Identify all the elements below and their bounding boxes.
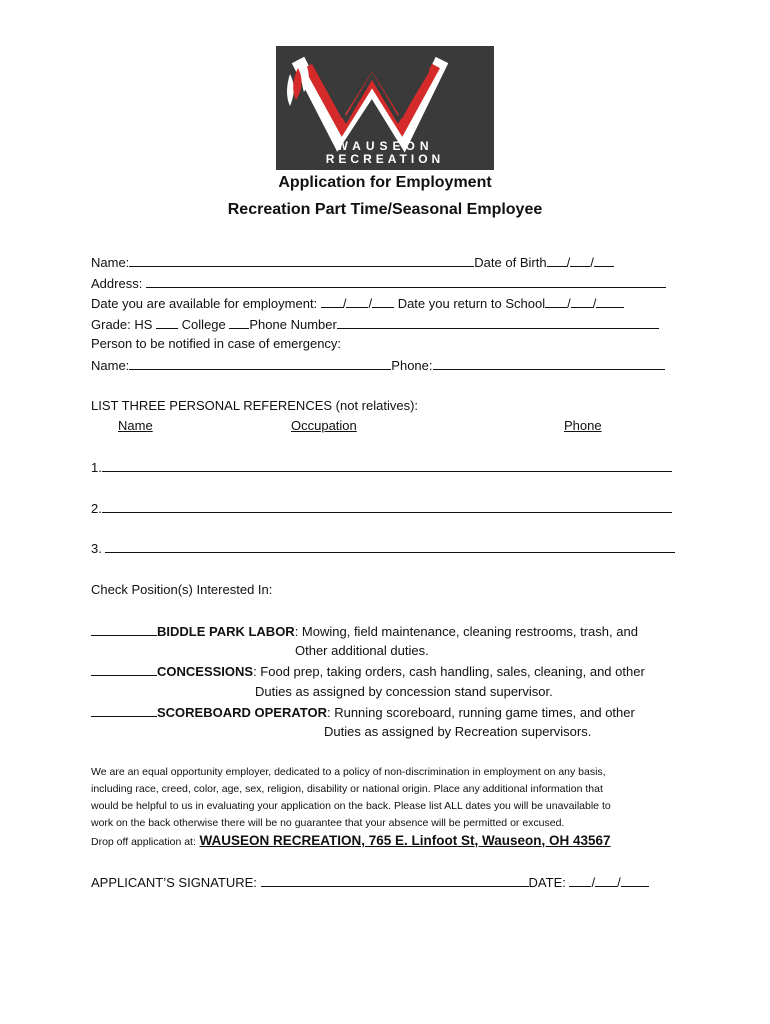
signature-label: APPLICANT’S SIGNATURE: xyxy=(91,875,257,890)
dob-label: Date of Birth xyxy=(474,255,547,270)
name-row: Name: Date of Birth / / xyxy=(91,254,614,270)
references-col-occupation: Occupation xyxy=(291,418,357,433)
page-subtitle: Recreation Part Time/Seasonal Employee xyxy=(227,201,543,218)
position-checkbox-concessions[interactable] xyxy=(91,663,157,676)
dob-year-field[interactable] xyxy=(594,254,614,267)
positions-heading: Check Position(s) Interested In: xyxy=(91,582,273,597)
address-row xyxy=(91,275,666,291)
position-desc-continued: Duties as assigned by concession stand supervisor. xyxy=(255,684,553,699)
dob-month-field[interactable] xyxy=(547,254,567,267)
notice-line: would be helpful to us in evaluating your application on the back. Please list ALL dates you will be unavailable to xyxy=(91,800,611,812)
position-desc: : Running scoreboard, running game times, and other xyxy=(326,705,635,720)
references-heading: LIST THREE PERSONAL REFERENCES (not relatives): xyxy=(91,398,419,413)
return-school-label: Date you return to School xyxy=(397,296,546,311)
position-title: SCOREBOARD OPERATOR xyxy=(157,705,327,720)
availability-row: Date you are available for employment: / / Date you return to School / / xyxy=(91,295,624,311)
reference-row-2 xyxy=(91,500,672,516)
references-col-name: Name xyxy=(118,418,153,433)
grade-label: Grade: HS xyxy=(91,317,153,332)
logo-text-line1: WAUSEON xyxy=(336,139,434,153)
position-biddle-park xyxy=(91,623,638,639)
position-checkbox-scoreboard[interactable] xyxy=(91,704,157,717)
signature-day-field[interactable] xyxy=(595,874,617,887)
signature-month-field[interactable] xyxy=(569,874,591,887)
available-year-field[interactable] xyxy=(372,295,394,308)
notice-line: work on the back otherwise there will be no guarantee that your absence will be permitted or excused. xyxy=(91,817,565,829)
name-field[interactable] xyxy=(129,254,474,267)
dropoff-label: Drop off application at: xyxy=(91,836,196,848)
date-label: DATE: xyxy=(528,875,566,890)
notice-line: including race, creed, color, age, sex, religion, disability or national origin. Place any additional information that xyxy=(91,783,603,795)
grade-row xyxy=(91,316,659,332)
return-year-field[interactable] xyxy=(596,295,624,308)
signature-row: APPLICANT’S SIGNATURE: DATE: / / xyxy=(91,874,649,890)
college-label: College xyxy=(181,317,226,332)
address-label: Address: xyxy=(91,276,143,291)
position-desc-continued: Duties as assigned by Recreation supervisors. xyxy=(324,724,592,739)
feather-icon xyxy=(287,64,309,106)
dropoff-row xyxy=(91,833,611,851)
reference-field-3[interactable] xyxy=(105,540,675,553)
position-desc: : Food prep, taking orders, cash handling, sales, cleaning, and other xyxy=(253,664,645,679)
page-title: Application for Employment xyxy=(278,174,492,191)
signature-year-field[interactable] xyxy=(621,874,649,887)
emergency-phone-field[interactable] xyxy=(433,357,665,370)
reference-number: 1. xyxy=(91,460,102,475)
eeo-notice xyxy=(91,764,611,832)
return-month-field[interactable] xyxy=(545,295,567,308)
phone-number-label: Phone Number xyxy=(249,317,337,332)
reference-number: 3. xyxy=(91,541,102,556)
position-desc: : Mowing, field maintenance, cleaning restrooms, trash, and xyxy=(294,624,638,639)
reference-field-1[interactable] xyxy=(102,459,672,472)
available-month-field[interactable] xyxy=(321,295,343,308)
college-field[interactable] xyxy=(229,316,249,329)
return-day-field[interactable] xyxy=(571,295,593,308)
emergency-phone-label: Phone: xyxy=(391,358,433,373)
dob-day-field[interactable] xyxy=(570,254,590,267)
reference-row-1 xyxy=(91,459,672,475)
position-scoreboard xyxy=(91,704,635,720)
reference-number: 2. xyxy=(91,501,102,516)
logo-text-line2: RECREATION xyxy=(325,152,445,166)
position-concessions xyxy=(91,663,645,679)
references-col-phone: Phone xyxy=(564,418,602,433)
dropoff-address: WAUSEON RECREATION, 765 E. Linfoot St, Wauseon, OH 43567 xyxy=(199,833,611,848)
phone-number-field[interactable] xyxy=(337,316,659,329)
address-field[interactable] xyxy=(146,275,666,288)
emergency-label: Person to be notified in case of emergency: xyxy=(91,336,342,351)
position-checkbox-biddle[interactable] xyxy=(91,623,157,636)
position-desc-continued: Other additional duties. xyxy=(295,643,429,658)
position-title: CONCESSIONS xyxy=(157,664,254,679)
notice-line: We are an equal opportunity employer, dedicated to a policy of non-discrimination in employment on any basis, xyxy=(91,766,606,778)
position-title: BIDDLE PARK LABOR xyxy=(157,624,295,639)
emergency-name-label: Name: xyxy=(91,358,130,373)
grade-hs-field[interactable] xyxy=(156,316,178,329)
emergency-name-field[interactable] xyxy=(129,357,391,370)
available-day-field[interactable] xyxy=(346,295,368,308)
reference-row-3 xyxy=(91,540,675,556)
emergency-row xyxy=(91,357,665,373)
wauseon-recreation-logo xyxy=(276,46,494,170)
reference-field-2[interactable] xyxy=(102,500,672,513)
name-label: Name: xyxy=(91,255,130,270)
available-label: Date you are available for employment: xyxy=(91,296,318,311)
signature-field[interactable] xyxy=(261,874,529,887)
